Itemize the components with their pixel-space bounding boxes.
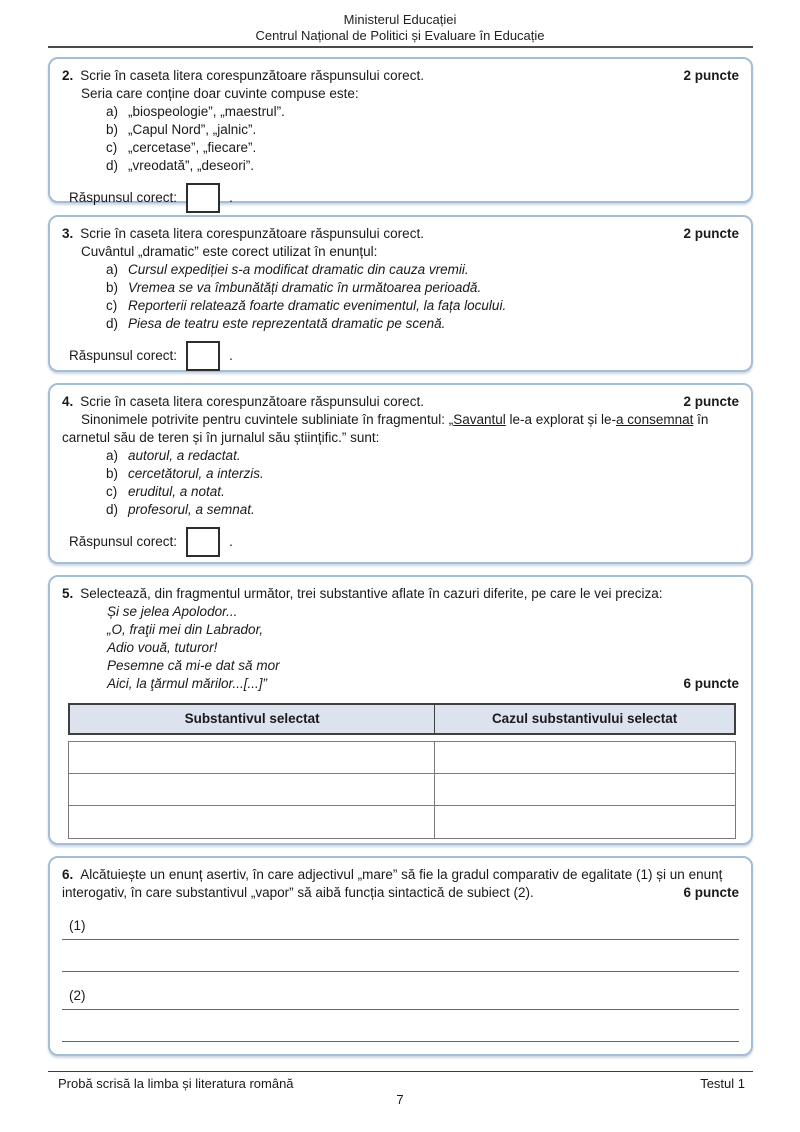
question-6-points: 6 puncte xyxy=(683,885,739,900)
option-item xyxy=(106,121,739,139)
question-3-options xyxy=(106,261,739,333)
answer-input-box[interactable] xyxy=(186,183,220,213)
answer-period: . xyxy=(229,348,233,363)
answer-table-header xyxy=(68,703,736,735)
question-3-prompt: 3. Scrie în caseta litera corespunzătoare răspunsului corect. xyxy=(62,226,424,241)
answer-table-body xyxy=(68,741,736,839)
question-3-header xyxy=(62,225,739,243)
option-text: „biospeologie”, „maestrul”. xyxy=(128,104,285,119)
question-4-number: 4. xyxy=(62,394,74,409)
question-2-number: 2. xyxy=(62,68,74,83)
option-text: „vreodată”, „deseori”. xyxy=(128,158,255,173)
option-item xyxy=(106,103,739,121)
question-5-prompt: 5. Selectează, din fragmentul următor, trei substantive aflate în cazuri diferite, pe care le vei preciza: xyxy=(62,586,663,601)
question-3-number: 3. xyxy=(62,226,74,241)
option-item xyxy=(106,279,739,297)
poem-quote xyxy=(107,603,739,693)
question-3-points: 2 puncte xyxy=(683,226,739,241)
option-text: Vremea se va îmbunătăți dramatic în următoarea perioadă. xyxy=(128,280,482,295)
option-letter: a) xyxy=(106,448,119,463)
header-separator xyxy=(48,46,753,48)
option-letter: b) xyxy=(106,466,119,481)
answer-line[interactable] xyxy=(62,939,739,940)
answer-table xyxy=(68,703,736,839)
option-item xyxy=(106,483,739,501)
table-cell[interactable] xyxy=(435,806,735,838)
answer-line[interactable] xyxy=(62,1041,739,1042)
option-text: Piesa de teatru este reprezentată dramatic pe scenă. xyxy=(128,316,446,331)
table-cell[interactable] xyxy=(69,806,435,838)
option-letter: a) xyxy=(106,262,119,277)
poem-line: Adio vouă, tuturor! xyxy=(107,640,218,655)
table-cell[interactable] xyxy=(435,774,735,806)
question-2-prompt: 2. Scrie în caseta litera corespunzătoare răspunsului corect. xyxy=(62,68,424,83)
answer-period: . xyxy=(229,190,233,205)
option-letter: b) xyxy=(106,280,119,295)
question-3-box xyxy=(48,215,753,372)
question-2-box xyxy=(48,57,753,203)
option-item xyxy=(106,501,739,519)
question-4-options xyxy=(106,447,739,519)
question-4-fragment: Sinonimele potrivite pentru cuvintele subliniate în fragmentul: „Savantul le-a explorat și le-a consemnat în carnetul său de teren și în jurnalul său științific.” sunt: xyxy=(62,412,709,445)
question-4-header xyxy=(62,393,739,411)
question-2-answer-row xyxy=(69,183,739,213)
poem-line: Pesemne că mi-e dat să mor xyxy=(107,658,280,673)
question-6-prompt-para xyxy=(62,866,739,902)
question-4-prompt: 4. Scrie în caseta litera corespunzătoare răspunsului corect. xyxy=(62,394,424,409)
option-text: „Capul Nord”, „jalnic”. xyxy=(128,122,257,137)
answer-input-box[interactable] xyxy=(186,527,220,557)
answer-period: . xyxy=(229,534,233,549)
option-text: eruditul, a notat. xyxy=(128,484,225,499)
table-header-cell: Substantivul selectat xyxy=(70,705,435,733)
answer-label: Răspunsul corect: xyxy=(69,348,178,363)
option-letter: c) xyxy=(106,140,118,155)
table-cell[interactable] xyxy=(69,742,435,774)
ministry-line-2: Centrul Național de Politici și Evaluare în Educație xyxy=(255,28,545,43)
table-cell[interactable] xyxy=(69,774,435,806)
question-3-subprompt: Cuvântul „dramatic” este corect utilizat în enunțul: xyxy=(81,244,378,259)
option-item xyxy=(106,465,739,483)
option-letter: d) xyxy=(106,158,119,173)
option-text: Reporterii relatează foarte dramatic evenimentul, la fața locului. xyxy=(128,298,507,313)
option-item xyxy=(106,447,739,465)
question-6-number: 6. xyxy=(62,867,74,882)
question-2-options xyxy=(106,103,739,175)
option-letter: d) xyxy=(106,502,119,517)
option-item xyxy=(106,157,739,175)
poem-line: Aici, la ţărmul mărilor...[...]” xyxy=(107,676,268,691)
question-6-box xyxy=(48,856,753,1056)
question-4-answer-row xyxy=(69,527,739,557)
option-item xyxy=(106,261,739,279)
option-text: profesorul, a semnat. xyxy=(128,502,255,517)
question-2-subprompt: Seria care conține doar cuvinte compuse este: xyxy=(81,86,359,101)
question-5-box xyxy=(48,575,753,845)
footer-exam-title: Probă scrisă la limba și literatura română xyxy=(58,1076,294,1091)
option-letter: c) xyxy=(106,484,118,499)
blank-label-1: (1) xyxy=(69,918,86,933)
page-number: 7 xyxy=(396,1092,404,1107)
poem-line: „O, fraţii mei din Labrador, xyxy=(107,622,264,637)
option-letter: c) xyxy=(106,298,118,313)
ministry-line-1: Ministerul Educației xyxy=(343,12,457,27)
blank-label-2: (2) xyxy=(69,988,86,1003)
answer-input-box[interactable] xyxy=(186,341,220,371)
ministry-header xyxy=(0,12,800,44)
question-4-box xyxy=(48,383,753,564)
option-letter: a) xyxy=(106,104,119,119)
option-letter: d) xyxy=(106,316,119,331)
poem-line: Și se jelea Apolodor... xyxy=(107,604,238,619)
question-5-points: 6 puncte xyxy=(683,676,739,691)
option-item xyxy=(106,297,739,315)
option-text: „cercetase”, „fiecare”. xyxy=(128,140,257,155)
option-item xyxy=(106,315,739,333)
question-6-prompt: Alcătuiește un enunț asertiv, în care adjectivul „mare” să fie la gradul comparativ de egalitate (1) și un enunț interogativ, în care substantivul „vapor” să aibă funcția sintactică de subiect (2). xyxy=(62,867,723,900)
question-3-answer-row xyxy=(69,341,739,371)
answer-line[interactable] xyxy=(62,971,739,972)
answer-line[interactable] xyxy=(62,1009,739,1010)
table-cell[interactable] xyxy=(435,742,735,774)
option-letter: b) xyxy=(106,122,119,137)
answer-label: Răspunsul corect: xyxy=(69,190,178,205)
answer-label: Răspunsul corect: xyxy=(69,534,178,549)
question-5-number: 5. xyxy=(62,586,74,601)
table-header-cell: Cazul substantivului selectat xyxy=(491,711,678,726)
option-text: cercetătorul, a interzis. xyxy=(128,466,264,481)
question-2-points: 2 puncte xyxy=(683,68,739,83)
option-text: autorul, a redactat. xyxy=(128,448,241,463)
option-text: Cursul expediției s-a modificat dramatic din cauza vremii. xyxy=(128,262,469,277)
footer-test-label: Testul 1 xyxy=(700,1076,745,1091)
question-4-points: 2 puncte xyxy=(683,394,739,409)
footer-separator xyxy=(48,1071,753,1072)
question-2-header xyxy=(62,67,739,85)
question-5-poem-wrap xyxy=(62,603,739,693)
option-item xyxy=(106,139,739,157)
